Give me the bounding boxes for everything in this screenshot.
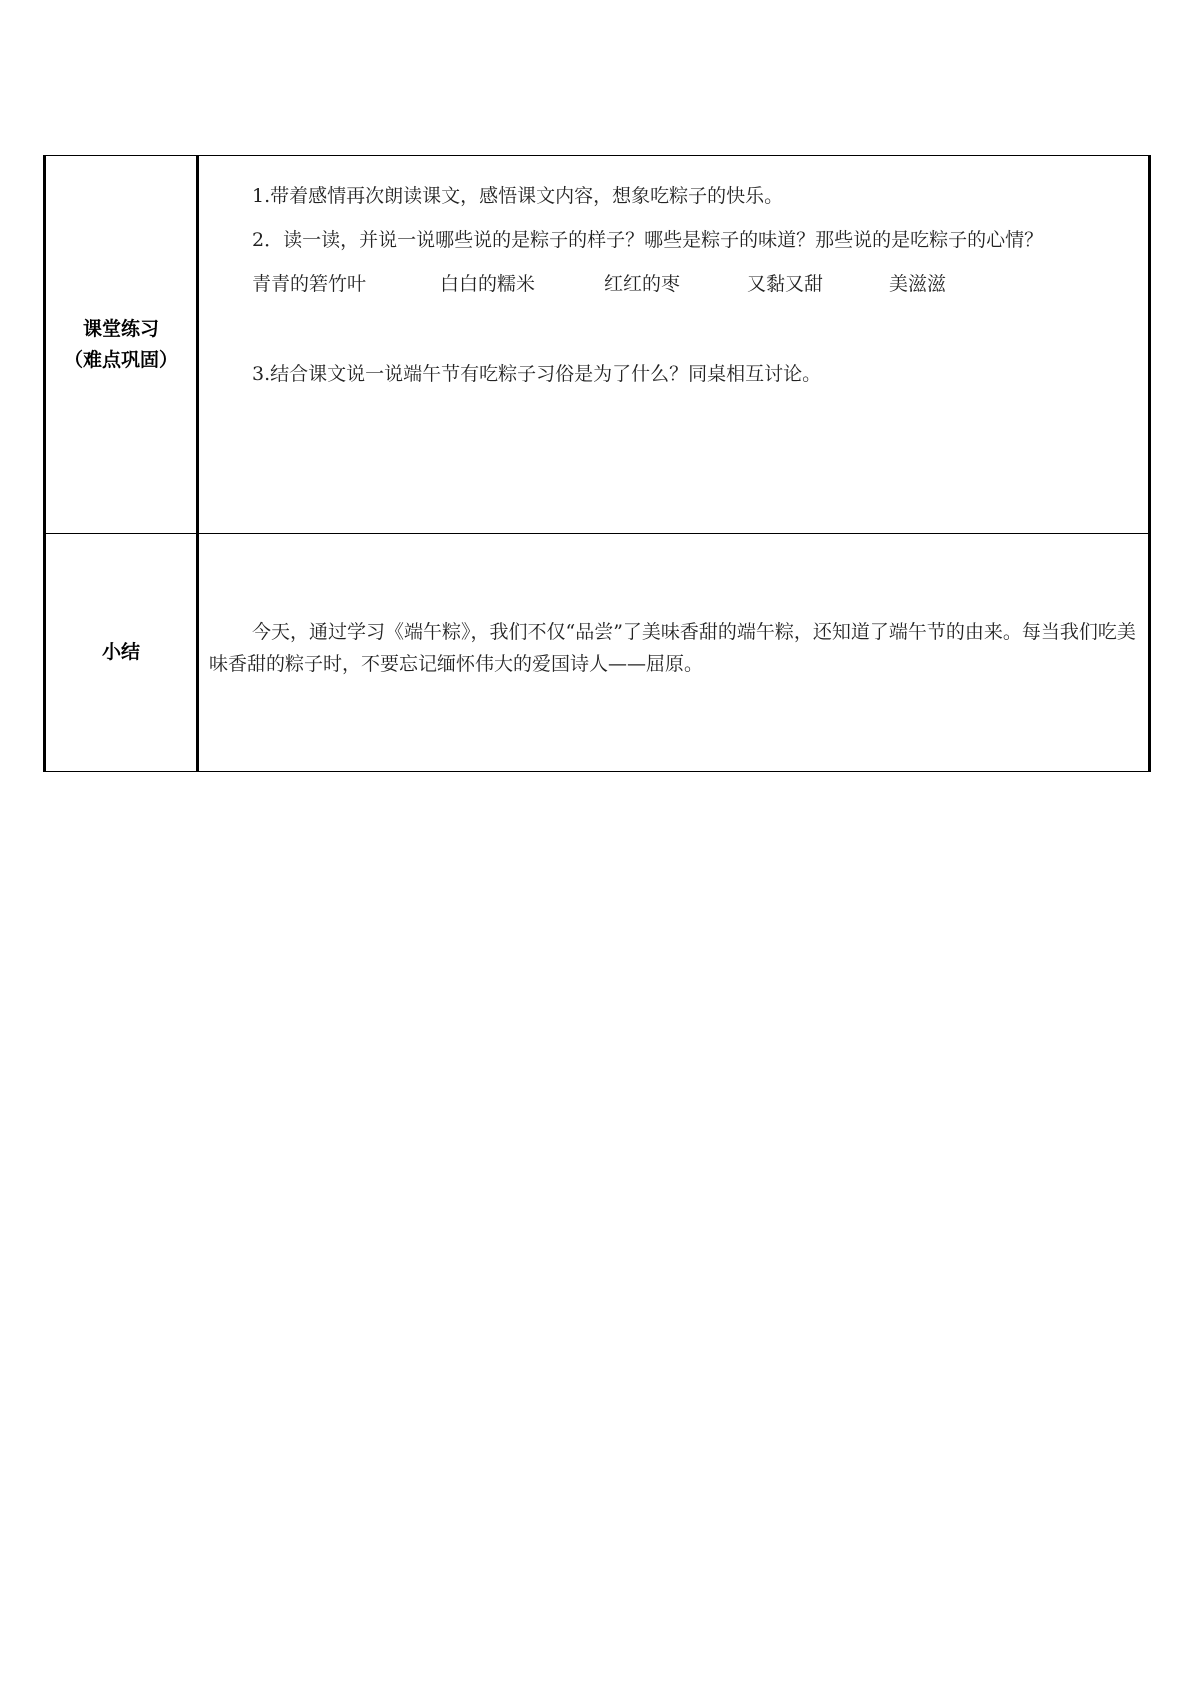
word-item: 美滋滋: [889, 273, 947, 295]
practice-item-2: 2．读一读，并说一说哪些说的是粽子的样子？哪些是粽子的味道？那些说的是吃粽子的心情？: [252, 229, 1044, 251]
word-item: 红红的枣: [604, 273, 681, 295]
summary-row: [45, 534, 1150, 772]
lesson-table: [43, 155, 1151, 772]
practice-body: [199, 156, 1148, 396]
word-item: 又黏又甜: [747, 273, 824, 295]
word-item: 青青的箬竹叶: [252, 273, 367, 295]
practice-item-3: 3.结合课文说一说端午节有吃粽子习俗是为了什么？同桌相互讨论。: [252, 363, 822, 385]
summary-text: 今天，通过学习《端午粽》，我们不仅“品尝”了美味香甜的端午粽，还知道了端午节的由来。每当我们吃美味香甜的粽子时，不要忘记缅怀伟大的爱国诗人——屈原。: [209, 621, 1136, 675]
practice-row: [45, 156, 1150, 534]
summary-body: [199, 534, 1148, 680]
summary-label-cell: [45, 534, 198, 772]
practice-sublabel: （难点巩固）: [63, 348, 178, 371]
practice-item-1: 1.带着感情再次朗读课文，感悟课文内容，想象吃粽子的快乐。: [252, 185, 784, 207]
practice-label: 课堂练习: [82, 317, 159, 340]
practice-label-cell: [45, 156, 198, 534]
word-list: [209, 262, 1138, 306]
summary-content-cell: [198, 534, 1150, 772]
word-item: 白白的糯米: [440, 273, 536, 295]
practice-content-cell: [198, 156, 1150, 534]
summary-label: 小结: [101, 641, 140, 663]
